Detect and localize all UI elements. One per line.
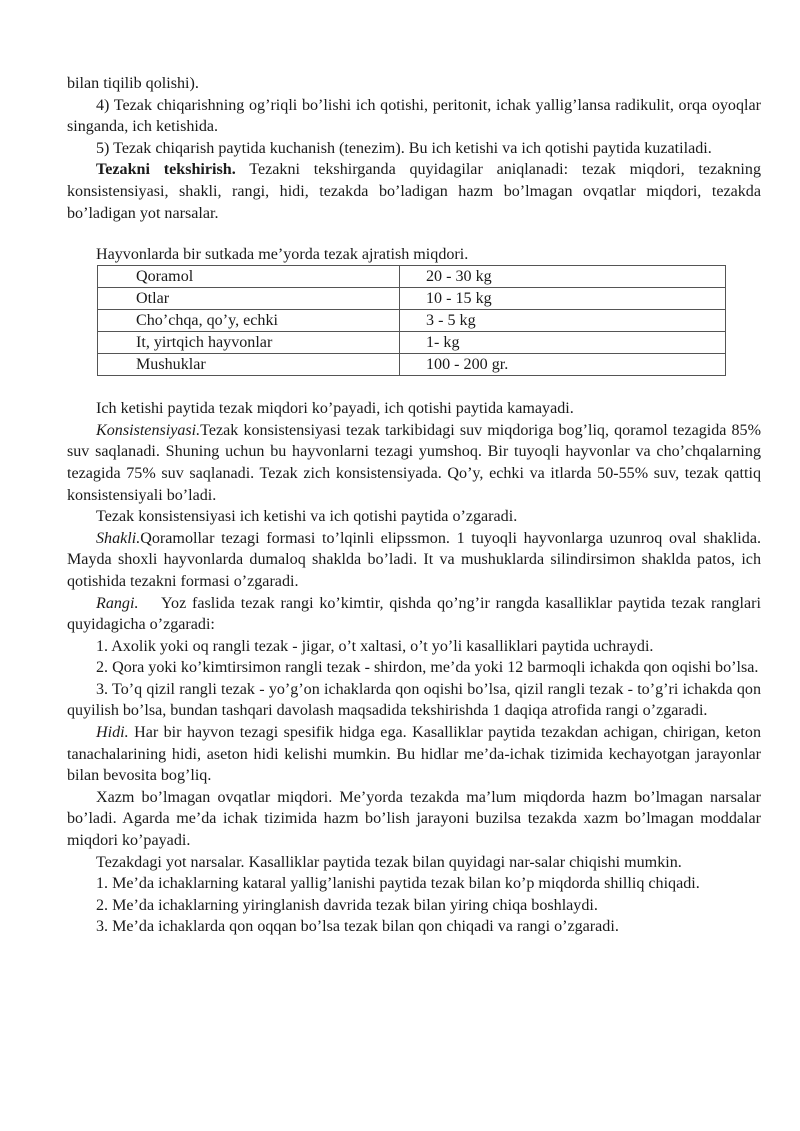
table-row <box>98 332 726 354</box>
paragraph-item-4: 4) Tezak chiqarishning og’riqli bo’lishi ich qotishi, peritonit, ichak yallig’lansa radikulit, orqa oyoqlar singanda, ich ketishida. <box>67 96 761 136</box>
paragraph-undigested: Xazm bo’lmagan ovqatlar miqdori. Me’yorda tezakda ma’lum miqdorda hazm bo’lmagan narsalar bo’ladi. Agarda me’da ichak tizimida hazm bo’lish jarayoni buzilsa tezakda xazm bo’lmagan moddalar miqdori ko’payadi. <box>67 788 761 850</box>
table-cell-amount: 100 - 200 gr. <box>400 354 726 376</box>
color-text: Yoz faslida tezak rangi ko’kimtir, qishda qo’ng’ir rangda kasalliklar paytida tezak ranglari quyidagicha o’zgaradi: <box>67 594 766 634</box>
table-cell-amount: 20 - 30 kg <box>400 266 726 288</box>
table-cell-amount: 10 - 15 kg <box>400 288 726 310</box>
paragraph-consistency-change: Tezak konsistensiyasi ich ketishi va ich qotishi paytida o’zgaradi. <box>96 508 518 526</box>
list-item-foreign-2: 2. Me’da ichaklarning yiringlanish davrida tezak bilan yiring chiqa boshlaydi. <box>96 896 598 914</box>
paragraph-exam <box>67 159 761 224</box>
manure-amount-table <box>97 265 726 376</box>
list-item-color-3: 3. To’q qizil rangli tezak - yo’g’on ichaklarda qon oqishi bo’lsa, qizil rangli tezak - to’g’ri ichakda qon quyilish bo’lsa, bundan tashqari davolash maqsadida tekshirishda 1 daqiqa atrofida rangi o’zgaradi. <box>67 680 761 720</box>
table-cell-amount: 3 - 5 kg <box>400 310 726 332</box>
table-row <box>98 288 726 310</box>
list-item-color-1: 1. Axolik yoki oq rangli tezak - jigar, o’t xaltasi, o’t yo’li kasalliklari paytida uchraydi. <box>96 637 654 655</box>
table-cell-amount: 1- kg <box>400 332 726 354</box>
table-cell-animal: Qoramol <box>98 266 400 288</box>
paragraph-consistency <box>67 420 761 506</box>
shape-label: Shakli. <box>96 529 141 547</box>
document-page <box>67 73 766 938</box>
paragraph-foreign-matter: Tezakdagi yot narsalar. Kasalliklar paytida tezak bilan quyidagi nar-salar chiqishi mumkin. <box>96 853 682 871</box>
smell-label: Hidi. <box>96 724 129 742</box>
table-cell-animal: It, yirtqich hayvonlar <box>98 332 400 354</box>
color-label: Rangi. <box>96 594 139 612</box>
table-cell-animal: Otlar <box>98 288 400 310</box>
table-row <box>98 266 726 288</box>
table-cell-animal: Cho’chqa, qo’y, echki <box>98 310 400 332</box>
table-cell-animal: Mushuklar <box>98 354 400 376</box>
list-item-foreign-3: 3. Me’da ichaklarda qon oqqan bo’lsa tezak bilan qon chiqadi va rangi o’zgaradi. <box>96 918 619 936</box>
paragraph-shape <box>67 528 761 593</box>
list-item-foreign-1: 1. Me’da ichaklarning kataral yallig’lanishi paytida tezak bilan ko’p miqdorda shilliq chiqadi. <box>96 875 700 893</box>
consistency-label: Konsistensiyasi. <box>96 421 201 439</box>
paragraph-item-5: 5) Tezak chiqarish paytida kuchanish (tenezim). Bu ich ketishi va ich qotishi paytida kuzatiladi. <box>96 139 712 157</box>
smell-text: Har bir hayvon tezagi spesifik hidga ega. Kasalliklar paytida tezakdan achigan, chirigan, keton tanachalarining hidi, aseton hidi kelishi mumkin. Bu hidlar me’da-ichak tizimida kechayotgan jarayonlar bilan bevosita bog’liq. <box>67 724 761 785</box>
shape-text: Qoramollar tezagi formasi to’lqinli elipssmon. 1 tuyoqli hayvonlarga uzunroq oval shaklida. Mayda shoxli hayvonlarda dumaloq shaklda bo’ladi. It va mushuklarda silindirsimon shaklda patos, ich qotishida tezakni formasi o’zgaradi. <box>67 529 761 590</box>
table-row <box>98 354 726 376</box>
paragraph-amount: Ich ketishi paytida tezak miqdori ko’payadi, ich qotishi paytida kamayadi. <box>96 400 574 418</box>
paragraph-continuation: bilan tiqilib qolishi). <box>67 75 199 92</box>
table-row <box>98 310 726 332</box>
exam-heading: Tezakni tekshirish. <box>96 161 236 179</box>
table-caption: Hayvonlarda bir sutkada me’yorda tezak ajratish miqdori. <box>96 246 469 264</box>
paragraph-smell <box>67 722 761 787</box>
paragraph-color <box>67 593 766 636</box>
consistency-text: Tezak konsistensiyasi tezak tarkibidagi suv miqdoriga bog’liq, qoramol tezagida 85% suv saqlanadi. Shuning uchun bu hayvonlarni tezagi yumshoq. Bir tuyoqli hayvonlar va cho’chqalarning tezagida 75% suv saqlanadi. Tezak zich konsistensiyada. Qo’y, echki va itlarda 50-55% suv, tezak qattiq konsistensiyali bo’ladi. <box>67 421 761 504</box>
exam-text: Tezakni tekshirganda quyidagilar aniqlanadi: tezak miqdori, tezakning konsistensiyasi, shakli, rangi, hidi, tezakda bo’ladigan hazm bo’lmagan ovqatlar miqdori, tezakda bo’ladigan yot narsalar. <box>67 161 761 222</box>
list-item-color-2: 2. Qora yoki ko’kimtirsimon rangli tezak - shirdon, me’da yoki 12 barmoqli ichakda qon oqishi bo’lsa. <box>96 659 759 677</box>
